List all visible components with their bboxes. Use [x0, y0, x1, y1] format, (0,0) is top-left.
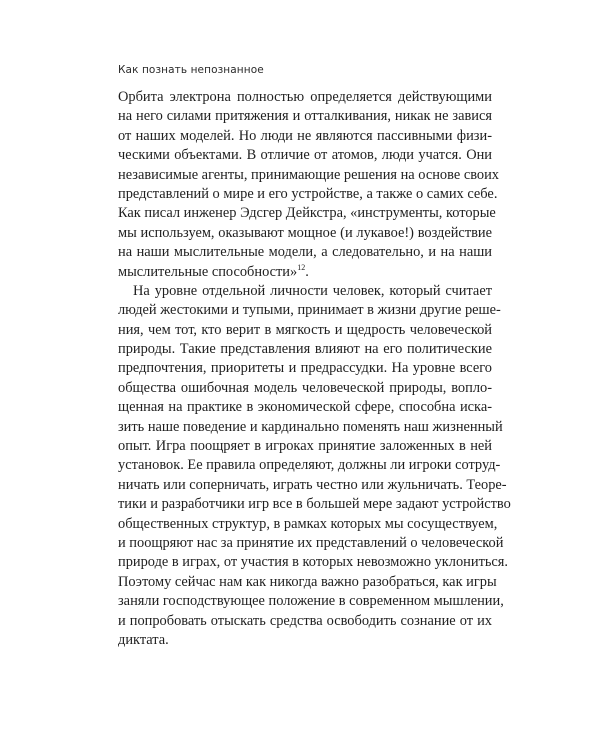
paragraph-2-line: ничать или соперничать, играть честно или жульничать. Теоре- — [118, 476, 507, 493]
paragraph-2-line: установок. Ее правила определяют, должны ли игроки сотруд- — [118, 457, 501, 474]
paragraph-2-last-line: диктата. — [118, 631, 169, 648]
paragraph-2-line: заняли господствующее положение в современном мышлении, — [118, 593, 504, 610]
paragraph-2-line: природы. Такие представления влияют на его политические — [118, 341, 492, 358]
paragraph-2-line: предпочтения, приоритеты и предрассудки. На уровне всего — [118, 360, 492, 377]
running-head: Как познать непознанное — [118, 64, 264, 76]
paragraph-2-line: и поощряют нас за принятие их представлений о человеческой — [118, 534, 504, 551]
paragraph-1-line: на него силами притяжения и отталкивания, никак не завися — [118, 108, 492, 125]
paragraph-2-line: зить наше поведение и кардинально поменять наш жизненный — [118, 418, 503, 435]
paragraph-2-line: На уровне отдельной личности человек, который считает — [133, 282, 492, 299]
paragraph-1-line: на наши мыслительные модели, а следовательно, и на наши — [118, 244, 492, 261]
paragraph-1-line: ческими объектами. В отличие от атомов, люди учатся. Они — [118, 147, 492, 164]
paragraph-2-line: общественных структур, в рамках которых мы сосуществуем, — [118, 515, 498, 532]
paragraph-2-line: Поэтому сейчас нам как никогда важно разобраться, как игры — [118, 573, 497, 590]
paragraph-2-line: и попробовать отыскать средства освободить сознание от их — [118, 612, 492, 629]
paragraph-2-line: опыт. Игра поощряет в игроках принятие заложенных в ней — [118, 438, 492, 455]
paragraph-1-last-line: мыслительные способности»$^{12}$. — [118, 262, 309, 280]
paragraph-1-line: Как писал инженер Эдсгер Дейкстра, «инструменты, которые — [118, 205, 496, 222]
paragraph-2-line: щенная на практике в экономической сфере, способна иска- — [118, 399, 492, 416]
paragraph-1-line: от наших моделей. Но люди не являются пассивными физи- — [118, 127, 492, 144]
paragraph-2-line: природе в играх, от участия в которых невозможно уклониться. — [118, 554, 509, 571]
paragraph-2-line: ния, чем тот, кто верит в мягкость и щедрость человеческой — [118, 321, 492, 338]
paragraph-1-line: представлений о мире и его устройстве, а также о самих себе. — [118, 185, 498, 202]
paragraph-1-line-text: мыслительные способности» — [118, 263, 298, 280]
body-text — [118, 88, 511, 650]
paragraph-1-line: мы используем, оказывают мощное (и лукавое!) воздействие — [118, 224, 492, 241]
paragraph-2-line: людей жестокими и тупыми, принимает в жизни другие реше- — [118, 302, 501, 319]
footnote-reference: 12 — [297, 262, 306, 272]
paragraph-1-line: независимые агенты, принимающие решения на основе своих — [118, 166, 500, 183]
paragraph-2-line: общества ошибочная модель человеческой природы, вопло- — [118, 379, 492, 396]
paragraph-2-line: тики и разработчики игр все в большей мере задают устройство — [118, 496, 511, 513]
paragraph-1-line: Орбита электрона полностью определяется действующими — [118, 89, 492, 105]
